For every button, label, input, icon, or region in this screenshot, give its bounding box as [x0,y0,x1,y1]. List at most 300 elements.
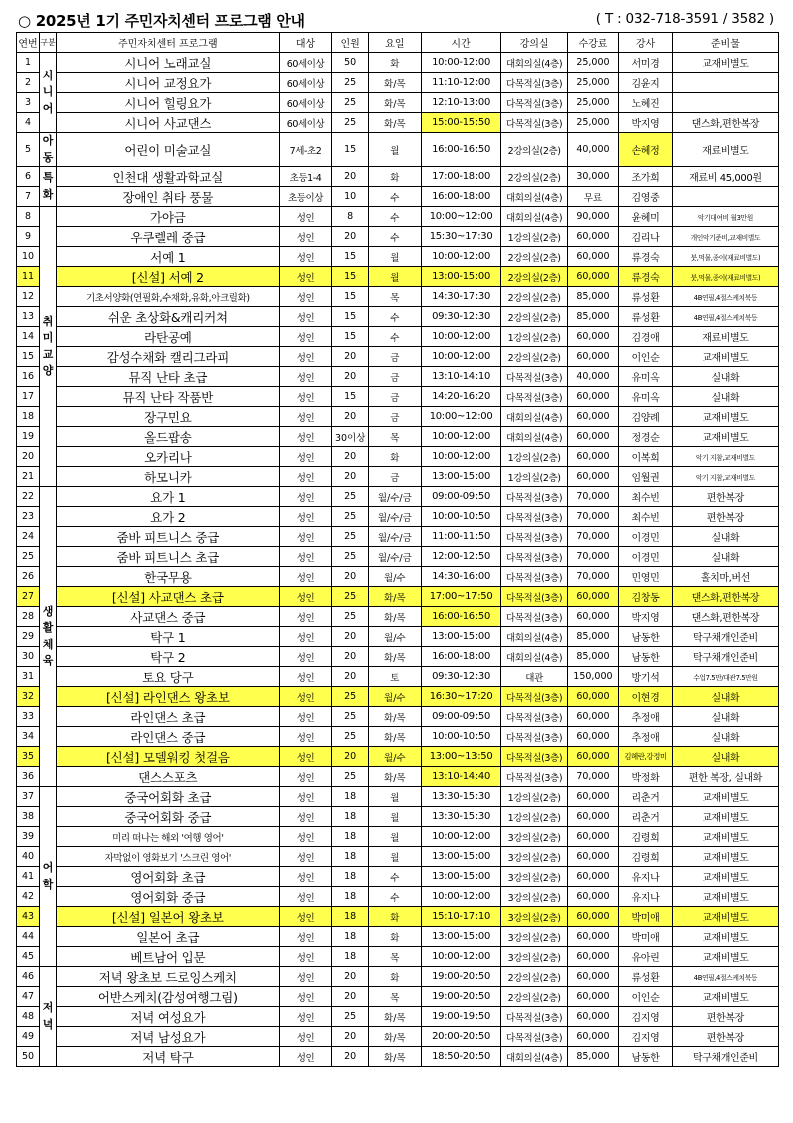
teacher-name: 류경숙 [619,247,673,267]
row-number: 6 [17,167,40,187]
table-row [17,1027,779,1047]
row-number: 37 [17,787,40,807]
target-audience: 성인 [279,647,332,667]
capacity: 25 [332,727,369,747]
capacity: 18 [332,787,369,807]
program-name: 인천대 생활과학교실 [56,167,279,187]
target-audience: 성인 [279,487,332,507]
supplies: 교재비별도 [672,867,778,887]
program-name: 기초서양화(연필화,수채화,유화,아크릴화) [56,287,279,307]
supplies: 편한복장 [672,1027,778,1047]
teacher-name: 방기석 [619,667,673,687]
class-day: 화/목 [369,1027,422,1047]
teacher-name: 김령희 [619,827,673,847]
table-row [17,787,779,807]
tuition-fee: 60,000 [567,1027,619,1047]
tuition-fee: 60,000 [567,1007,619,1027]
program-name: 줌바 피트니스 중급 [56,527,279,547]
teacher-name: 최수빈 [619,487,673,507]
row-number: 45 [17,947,40,967]
program-name: 자막없이 영화보기 '스크린 영어' [56,847,279,867]
teacher-name: 추정애 [619,707,673,727]
target-audience: 60세이상 [279,113,332,133]
table-row [17,887,779,907]
table-row [17,687,779,707]
capacity: 25 [332,587,369,607]
program-name: 요가 1 [56,487,279,507]
tuition-fee: 60,000 [567,607,619,627]
target-audience: 성인 [279,987,332,1007]
table-row [17,587,779,607]
supplies: 실내화 [672,547,778,567]
supplies: 교재비별도 [672,887,778,907]
capacity: 20 [332,347,369,367]
program-name: 시니어 교정요가 [56,73,279,93]
classroom: 3강의실(2층) [501,907,567,927]
class-time: 19:00-20:50 [421,987,501,1007]
capacity: 25 [332,73,369,93]
row-number: 25 [17,547,40,567]
tuition-fee: 70,000 [567,547,619,567]
class-time: 10:00-10:50 [421,727,501,747]
row-number: 15 [17,347,40,367]
table-body [17,53,779,1067]
table-row [17,227,779,247]
class-day: 월/수/금 [369,527,422,547]
class-time: 14:20-16:20 [421,387,501,407]
row-number: 47 [17,987,40,1007]
class-day: 화/목 [369,587,422,607]
program-name: 탁구 1 [56,627,279,647]
class-day: 금 [369,387,422,407]
target-audience: 초등1-4 [279,167,332,187]
capacity: 18 [332,887,369,907]
teacher-name: 김창동 [619,587,673,607]
program-name: 라인댄스 중급 [56,727,279,747]
row-number: 38 [17,807,40,827]
table-row [17,73,779,93]
teacher-name: 김윤지 [619,73,673,93]
table-row [17,407,779,427]
class-time: 17:00~17:50 [421,587,501,607]
row-number: 28 [17,607,40,627]
class-time: 16:00-16:50 [421,133,501,167]
classroom: 1강의실(2층) [501,807,567,827]
table-row [17,947,779,967]
capacity: 18 [332,927,369,947]
capacity: 20 [332,667,369,687]
program-name: 토요 당구 [56,667,279,687]
class-day: 월 [369,807,422,827]
classroom: 2강의실(2층) [501,167,567,187]
supplies: 교재비별도 [672,907,778,927]
supplies: 교재비별도 [672,807,778,827]
class-day: 화/목 [369,73,422,93]
page-header [16,8,778,30]
supplies: 악기 지참,교재비별도 [672,467,778,487]
classroom: 다목적실(3층) [501,1007,567,1027]
row-number: 32 [17,687,40,707]
program-name: 올드팝송 [56,427,279,447]
class-day: 수 [369,207,422,227]
header-prep: 준비물 [672,33,778,53]
program-name: [신설] 라인댄스 왕초보 [56,687,279,707]
supplies: 탁구채개인준비 [672,627,778,647]
supplies: 실내화 [672,527,778,547]
classroom: 3강의실(2층) [501,887,567,907]
table-row [17,287,779,307]
target-audience: 60세이상 [279,53,332,73]
classroom: 대회의실(4층) [501,53,567,73]
teacher-name: 임월권 [619,467,673,487]
class-time: 13:00-15:00 [421,267,501,287]
row-number: 30 [17,647,40,667]
program-name: 영어회화 중급 [56,887,279,907]
supplies: 탁구채개인준비 [672,647,778,667]
capacity: 25 [332,547,369,567]
class-time: 10:00-12:00 [421,447,501,467]
table-row [17,267,779,287]
target-audience: 성인 [279,327,332,347]
target-audience: 성인 [279,767,332,787]
class-day: 수 [369,867,422,887]
table-header-row [17,33,779,53]
class-time: 14:30-16:00 [421,567,501,587]
capacity: 20 [332,1047,369,1067]
capacity: 8 [332,207,369,227]
tuition-fee: 60,000 [567,447,619,467]
table-row [17,707,779,727]
row-number: 3 [17,93,40,113]
capacity: 20 [332,747,369,767]
tuition-fee: 60,000 [567,927,619,947]
table-row [17,327,779,347]
target-audience: 성인 [279,667,332,687]
teacher-name: 남동한 [619,627,673,647]
tuition-fee: 85,000 [567,287,619,307]
classroom: 다목적실(3층) [501,527,567,547]
capacity: 20 [332,627,369,647]
target-audience: 초등이상 [279,187,332,207]
class-time: 15:30~17:30 [421,227,501,247]
program-name: 뮤직 난타 작품반 [56,387,279,407]
teacher-name: 이인순 [619,987,673,1007]
capacity: 20 [332,567,369,587]
classroom: 대회의실(4층) [501,427,567,447]
tuition-fee: 60,000 [567,387,619,407]
classroom: 대회의실(4층) [501,647,567,667]
teacher-name: 박지영 [619,607,673,627]
table-row [17,547,779,567]
class-day: 목 [369,287,422,307]
target-audience: 성인 [279,927,332,947]
program-name: 뮤직 난타 초급 [56,367,279,387]
capacity: 18 [332,847,369,867]
teacher-name: 김영중 [619,187,673,207]
classroom: 3강의실(2층) [501,847,567,867]
program-name: 서예 1 [56,247,279,267]
tuition-fee: 25,000 [567,73,619,93]
tuition-fee: 40,000 [567,133,619,167]
capacity: 20 [332,447,369,467]
class-time: 17:00-18:00 [421,167,501,187]
target-audience: 성인 [279,867,332,887]
tuition-fee: 70,000 [567,767,619,787]
capacity: 25 [332,507,369,527]
category-label: 특화 [40,167,57,207]
tuition-fee: 60,000 [567,887,619,907]
program-name: 오카리나 [56,447,279,467]
table-row [17,1007,779,1027]
class-day: 수 [369,227,422,247]
program-name: 어반스케치(감성여행그림) [56,987,279,1007]
supplies: 교재비별도 [672,53,778,73]
class-day: 금 [369,367,422,387]
class-day: 월/수 [369,567,422,587]
classroom: 2강의실(2층) [501,287,567,307]
supplies: 댄스화,편한복장 [672,113,778,133]
class-time: 09:00-09:50 [421,707,501,727]
row-number: 18 [17,407,40,427]
capacity: 18 [332,827,369,847]
capacity: 15 [332,387,369,407]
header-capacity: 인원 [332,33,369,53]
classroom: 3강의실(2층) [501,927,567,947]
capacity: 18 [332,907,369,927]
target-audience: 성인 [279,507,332,527]
supplies: 재료비 45,000원 [672,167,778,187]
supplies: 편한복장 [672,507,778,527]
classroom: 다목적실(3층) [501,567,567,587]
tuition-fee: 60,000 [567,947,619,967]
target-audience: 성인 [279,907,332,927]
contact-phone: ( T : 032-718-3591 / 3582 ) [595,11,774,27]
target-audience: 성인 [279,747,332,767]
table-row [17,487,779,507]
tuition-fee: 무료 [567,187,619,207]
classroom: 다목적실(3층) [501,587,567,607]
row-number: 24 [17,527,40,547]
table-row [17,927,779,947]
header-no: 연번 [17,33,40,53]
teacher-name: 유지나 [619,867,673,887]
row-number: 27 [17,587,40,607]
teacher-name: 유지나 [619,887,673,907]
supplies: 교재비별도 [672,427,778,447]
classroom: 3강의실(2층) [501,867,567,887]
capacity: 20 [332,367,369,387]
table-row [17,347,779,367]
tuition-fee: 60,000 [567,467,619,487]
teacher-name: 최수빈 [619,507,673,527]
row-number: 42 [17,887,40,907]
capacity: 25 [332,767,369,787]
classroom: 다목적실(3층) [501,387,567,407]
class-time: 12:00-12:50 [421,547,501,567]
program-name: 시니어 힐링요가 [56,93,279,113]
supplies: 실내화 [672,367,778,387]
program-name: [신설] 모델워킹 첫걸음 [56,747,279,767]
supplies: 편한복장 [672,1007,778,1027]
header-teacher: 강사 [619,33,673,53]
table-row [17,507,779,527]
supplies: 교재비별도 [672,847,778,867]
teacher-name: 김지영 [619,1007,673,1027]
program-name: 줌바 피트니스 초급 [56,547,279,567]
classroom: 다목적실(3층) [501,767,567,787]
teacher-name: 남동한 [619,647,673,667]
class-time: 16:00-16:50 [421,607,501,627]
program-name: 시니어 노래교실 [56,53,279,73]
class-day: 목 [369,987,422,1007]
header-room: 강의실 [501,33,567,53]
tuition-fee: 60,000 [567,727,619,747]
capacity: 10 [332,187,369,207]
supplies: 탁구채개인준비 [672,1047,778,1067]
supplies: 4B연필,4절스케치북등 [672,967,778,987]
table-row [17,907,779,927]
target-audience: 성인 [279,567,332,587]
header-time: 시간 [421,33,501,53]
program-name: 쉬운 초상화&캐리커쳐 [56,307,279,327]
classroom: 다목적실(3층) [501,73,567,93]
class-time: 19:00-19:50 [421,1007,501,1027]
row-number: 13 [17,307,40,327]
tuition-fee: 60,000 [567,687,619,707]
row-number: 46 [17,967,40,987]
teacher-name: 박지영 [619,113,673,133]
supplies: 편한복장 [672,487,778,507]
class-time: 11:00-11:50 [421,527,501,547]
teacher-name: 김지영 [619,1027,673,1047]
table-row [17,767,779,787]
supplies: 재료비별도 [672,133,778,167]
capacity: 18 [332,947,369,967]
target-audience: 60세이상 [279,73,332,93]
class-day: 월/수/금 [369,487,422,507]
row-number: 23 [17,507,40,527]
tuition-fee: 60,000 [567,847,619,867]
category-label: 생활체육 [40,487,57,787]
target-audience: 성인 [279,227,332,247]
classroom: 2강의실(2층) [501,307,567,327]
target-audience: 성인 [279,307,332,327]
classroom: 2강의실(2층) [501,267,567,287]
class-time: 09:30-12:30 [421,667,501,687]
teacher-name: 김리나 [619,227,673,247]
teacher-name: 유아린 [619,947,673,967]
row-number: 41 [17,867,40,887]
class-time: 11:10-12:00 [421,73,501,93]
target-audience: 성인 [279,527,332,547]
target-audience: 성인 [279,387,332,407]
class-time: 13:30-15:30 [421,787,501,807]
target-audience: 성인 [279,607,332,627]
class-time: 10:00-12:00 [421,887,501,907]
target-audience: 성인 [279,427,332,447]
capacity: 15 [332,133,369,167]
target-audience: 성인 [279,807,332,827]
class-day: 월/수 [369,627,422,647]
teacher-name: 이복희 [619,447,673,467]
classroom: 다목적실(3층) [501,113,567,133]
capacity: 20 [332,467,369,487]
class-time: 10:00-12:00 [421,947,501,967]
supplies: 실내화 [672,707,778,727]
teacher-name: 이인순 [619,347,673,367]
row-number: 19 [17,427,40,447]
supplies: 댄스화,편한복장 [672,607,778,627]
category-label: 취미교양 [40,207,57,487]
target-audience: 성인 [279,687,332,707]
class-time: 13:00-15:00 [421,467,501,487]
capacity: 25 [332,113,369,133]
class-time: 10:00-12:00 [421,327,501,347]
program-name: 라인댄스 초급 [56,707,279,727]
target-audience: 성인 [279,967,332,987]
supplies: 편한 복장, 실내화 [672,767,778,787]
class-day: 수 [369,327,422,347]
category-label: 저녁 [40,967,57,1067]
row-number: 44 [17,927,40,947]
classroom: 다목적실(3층) [501,93,567,113]
classroom: 다목적실(3층) [501,547,567,567]
supplies [672,93,778,113]
row-number: 1 [17,53,40,73]
class-time: 13:10-14:10 [421,367,501,387]
class-day: 수 [369,187,422,207]
row-number: 16 [17,367,40,387]
tuition-fee: 60,000 [567,327,619,347]
capacity: 25 [332,487,369,507]
row-number: 17 [17,387,40,407]
class-day: 화/목 [369,1007,422,1027]
program-name: 베트남어 입문 [56,947,279,967]
class-day: 화 [369,53,422,73]
row-number: 50 [17,1047,40,1067]
supplies: 교재비별도 [672,947,778,967]
table-row [17,247,779,267]
row-number: 9 [17,227,40,247]
capacity: 25 [332,707,369,727]
target-audience: 성인 [279,347,332,367]
capacity: 25 [332,1007,369,1027]
class-day: 월 [369,247,422,267]
class-day: 월 [369,847,422,867]
table-row [17,133,779,167]
class-day: 화 [369,447,422,467]
teacher-name: 김양례 [619,407,673,427]
teacher-name: 김경애 [619,327,673,347]
category-label: 아동 [40,133,57,167]
class-day: 화/목 [369,767,422,787]
classroom: 3강의실(2층) [501,827,567,847]
tuition-fee: 60,000 [567,267,619,287]
classroom: 다목적실(3층) [501,727,567,747]
table-row [17,427,779,447]
supplies: 4B연필,4절스케치북등 [672,307,778,327]
row-number: 5 [17,133,40,167]
supplies: 홀치마,버선 [672,567,778,587]
class-day: 월/수/금 [369,507,422,527]
classroom: 다목적실(3층) [501,1027,567,1047]
row-number: 11 [17,267,40,287]
classroom: 3강의실(2층) [501,947,567,967]
program-name: 감성수채화 캘리그라피 [56,347,279,367]
capacity: 15 [332,267,369,287]
program-name: 저녁 왕초보 드로잉스케치 [56,967,279,987]
table-row [17,847,779,867]
